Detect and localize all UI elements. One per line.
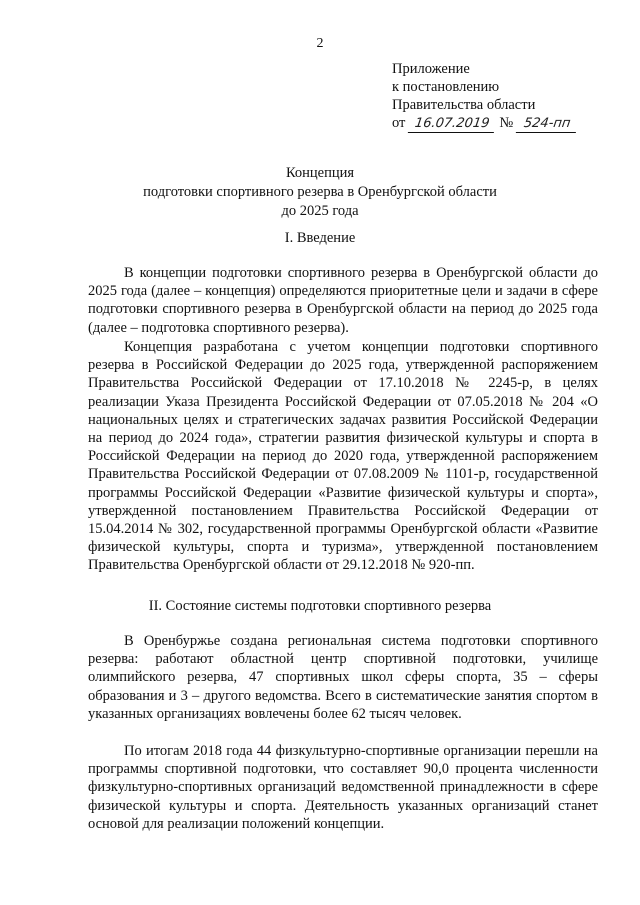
- title-line-2: подготовки спортивного резерва в Оренбургской области: [143, 184, 497, 200]
- section-2-heading: II. Состояние системы подготовки спортивного резерва: [148, 598, 492, 614]
- appendix-block: [392, 60, 622, 133]
- appendix-line-3: Правительства области: [392, 97, 536, 113]
- section-2-paragraph-1: В Оренбуржье создана региональная система подготовки спортивного резерва: работают областной центр спортивной подготовки, училище олимпийского резерва, 47 спортивных школ сферы спорта, 35 – сферы образования и 3 – другого ведомства. Всего в систематические занятия спортом в указанных организациях вовлечены более 62 тысяч человек.: [88, 633, 598, 722]
- title-line-3: до 2025 года: [281, 203, 359, 219]
- section-1-paragraph-2: Концепция разработана с учетом концепции подготовки спортивного резерва в Российской Федерации до 2025 года, утвержденной распоряжением Правительства Российской Федерации от 17.10.2018 № 2245-р, в целях реализации Указа Президента Российской Федерации от 07.05.2018 № 204 «О национальных целях и стратегических задачах развития Российской Федерации на период до 2024 года», стратегии развития физической культуры и спорта в Российской Федерации на период до 2020 года, утвержденной распоряжением Правительства Российской Федерации от 07.08.2009 № 1101-р, государственной программы Российской Федерации «Развитие физической культуры и спорта», утвержденной постановлением Правительства Российской Федерации от 15.04.2014 № 302, государственной программы Оренбургской области «Развитие физической культуры, спорта и туризма», утвержденной постановлением Правительства Оренбургской области от 29.12.2018 № 920-пп.: [88, 339, 598, 574]
- section-1-paragraph-1: В концепции подготовки спортивного резерва в Оренбургской области до 2025 года (далее – концепция) определяются приоритетные цели и задачи в сфере подготовки спортивного резерва в Оренбургской области на период до 2025 года (далее – подготовка спортивного резерва).: [88, 265, 598, 336]
- appendix-number-sign: №: [499, 115, 514, 131]
- section-1-heading: I. Введение: [284, 230, 356, 246]
- appendix-ot-label: от: [392, 115, 406, 131]
- appendix-date-line: [392, 114, 622, 133]
- appendix-number: 524-пп: [516, 116, 578, 133]
- page-number: 2: [316, 36, 324, 51]
- appendix-date: 16.07.2019: [408, 116, 496, 133]
- appendix-line-1: Приложение: [392, 61, 470, 77]
- appendix-line-2: к постановлению: [392, 79, 500, 95]
- title-line-1: Концепция: [285, 165, 355, 181]
- section-2-paragraph-2: По итогам 2018 года 44 физкультурно-спортивные организации перешли на программы спортивной подготовки, что составляет 90,0 процента численности физкультурно-спортивных организаций ведомственной принадлежности в сфере физической культуры и спорта. Деятельность указанных организаций станет основой для реализации положений концепции.: [88, 743, 598, 832]
- document-title: [0, 164, 640, 221]
